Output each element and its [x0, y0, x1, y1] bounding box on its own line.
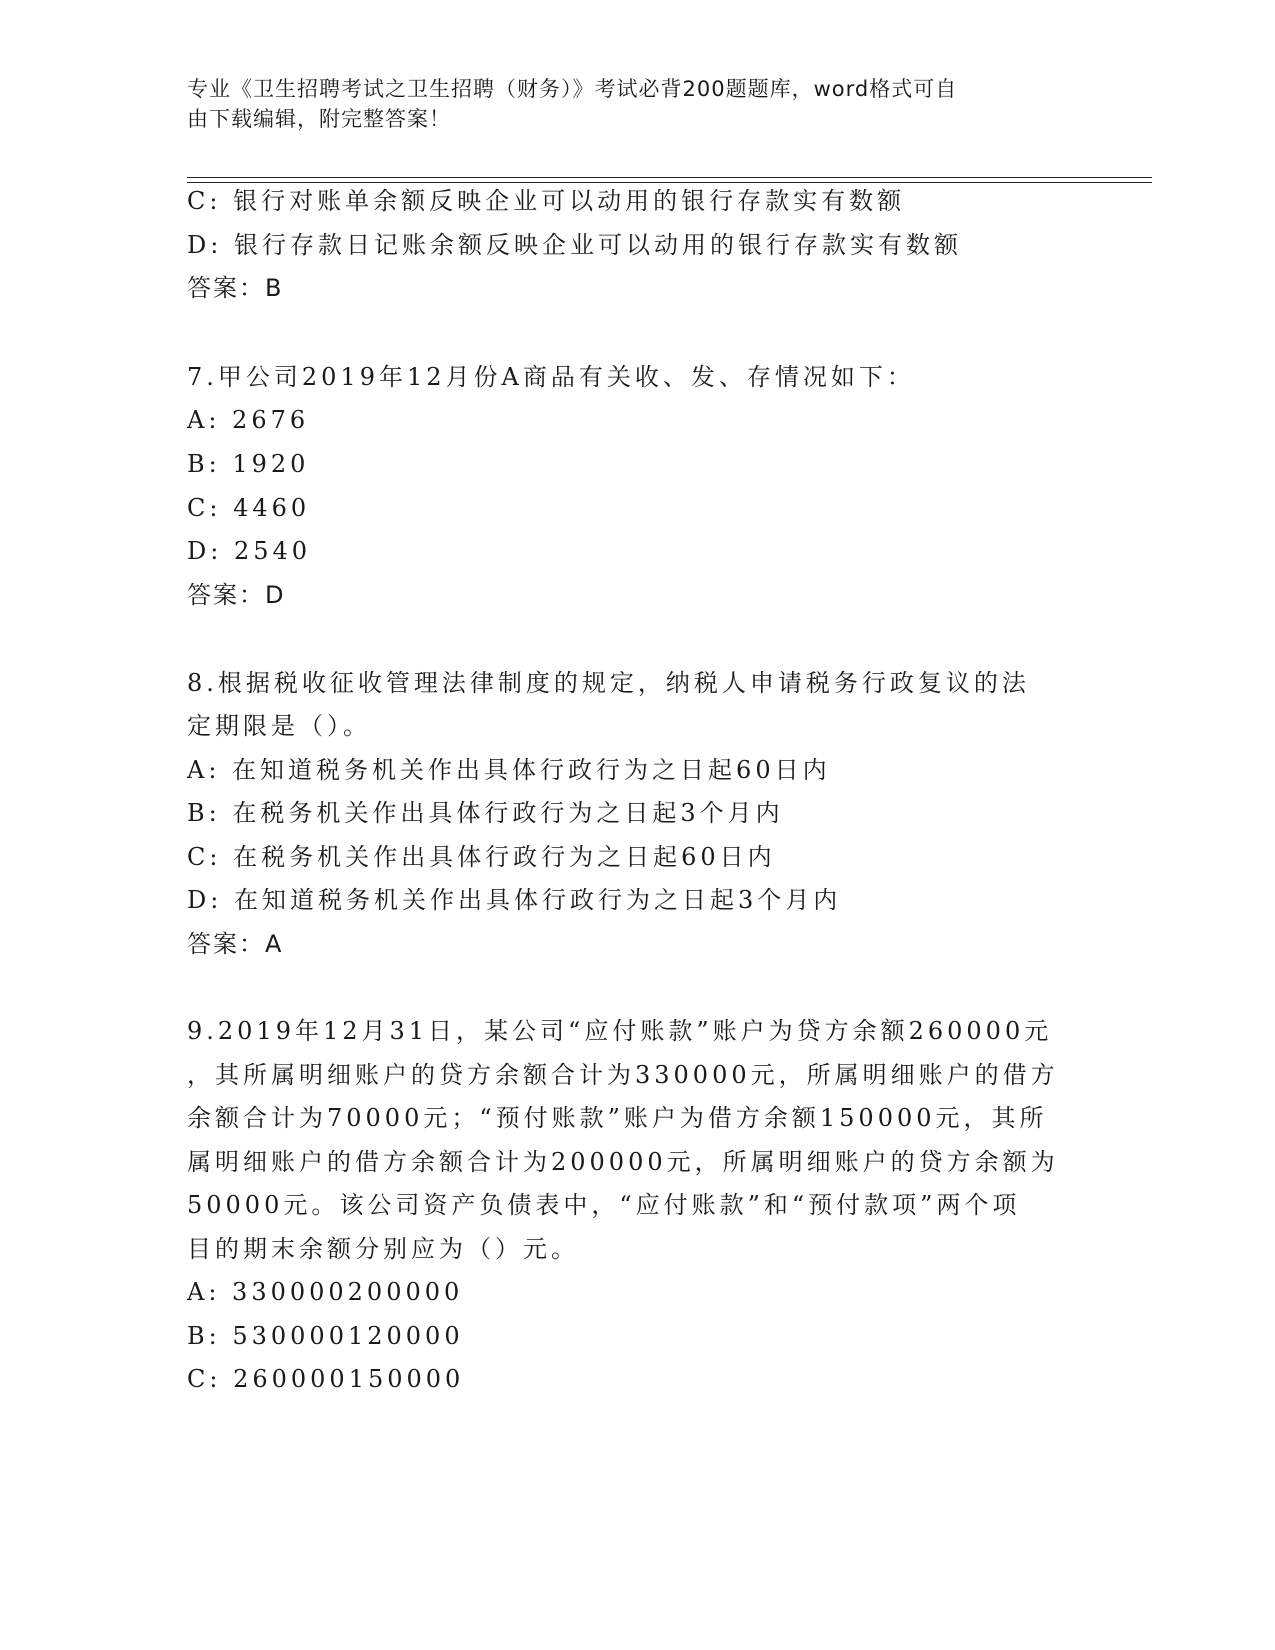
q6-option-c: C: 银行对账单余额反映企业可以动用的银行存款实有数额 — [187, 187, 906, 215]
header-line-1: 专业《卫生招聘考试之卫生招聘（财务）》考试必背200题题库，word格式可自 — [187, 77, 958, 101]
q7-option-b: B: 1920 — [187, 450, 310, 478]
q9-stem-line-1: 9.2019年12月31日，某公司“应付账款”账户为贷方余额260000元 — [187, 1017, 1053, 1045]
header-divider-top — [187, 177, 1152, 178]
q9-stem-line-2: ，其所属明细账户的贷方余额合计为330000元，所属明细账户的借方 — [187, 1061, 1059, 1089]
q9-option-a: A: 330000200000 — [187, 1278, 464, 1306]
q9-stem-line-6: 目的期末余额分别应为（）元。 — [187, 1235, 579, 1263]
q8-option-b: B: 在税务机关作出具体行政行为之日起3个月内 — [187, 799, 784, 827]
q8-option-d: D: 在知道税务机关作出具体行政行为之日起3个月内 — [187, 886, 842, 914]
q8-option-a: A: 在知道税务机关作出具体行政行为之日起60日内 — [187, 756, 831, 784]
q9-stem-line-4: 属明细账户的借方余额合计为200000元，所属明细账户的贷方余额为 — [187, 1148, 1059, 1176]
q7-option-a: A: 2676 — [187, 406, 310, 434]
document-header — [187, 74, 1067, 134]
q8-option-c: C: 在税务机关作出具体行政行为之日起60日内 — [187, 843, 776, 871]
q6-answer: 答案：B — [187, 274, 284, 302]
q9-option-c: C: 260000150000 — [187, 1365, 465, 1393]
q7-answer: 答案：D — [187, 581, 286, 609]
q7-option-d: D: 2540 — [187, 537, 312, 565]
q8-stem-line-2: 定期限是（）。 — [187, 712, 371, 740]
q9-stem-line-3: 余额合计为70000元；“预付账款”账户为借方余额150000元，其所 — [187, 1104, 1048, 1132]
header-divider-bottom — [187, 182, 1152, 183]
header-line-2: 由下载编辑，附完整答案！ — [187, 107, 451, 131]
q7-stem: 7.甲公司2019年12月份A商品有关收、发、存情况如下： — [187, 363, 915, 391]
q6-option-d: D: 银行存款日记账余额反映企业可以动用的银行存款实有数额 — [187, 231, 962, 259]
q8-answer: 答案：A — [187, 930, 284, 958]
q9-option-b: B: 530000120000 — [187, 1322, 464, 1350]
q7-option-c: C: 4460 — [187, 494, 311, 522]
q8-stem-line-1: 8.根据税收征收管理法律制度的规定，纳税人申请税务行政复议的法 — [187, 669, 1030, 697]
q9-stem-line-5: 50000元。该公司资产负债表中，“应付账款”和“预付款项”两个项 — [187, 1191, 1021, 1219]
